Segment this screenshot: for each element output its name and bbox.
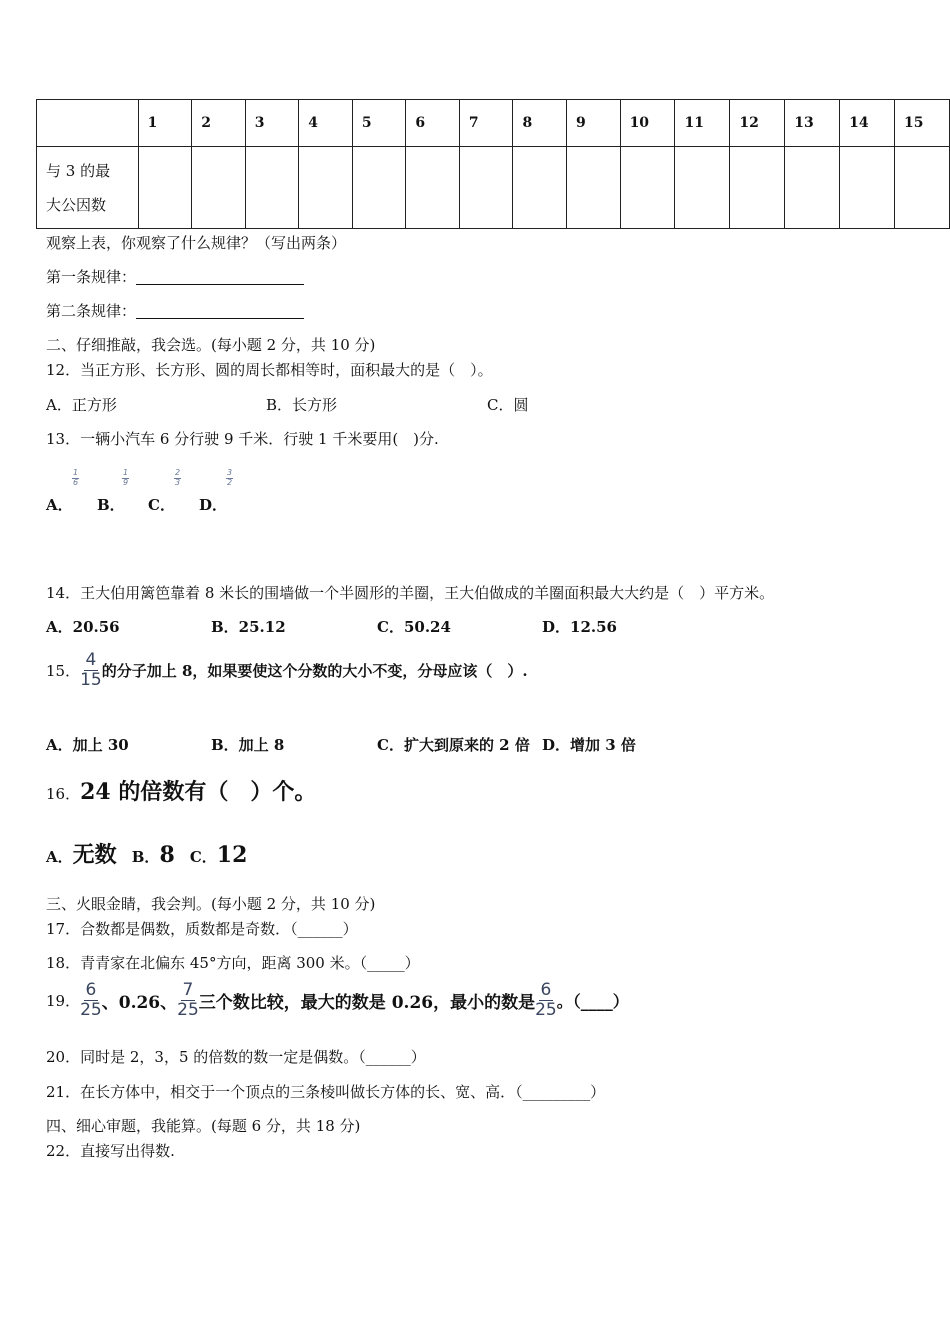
- frac-denominator: 6: [73, 478, 79, 487]
- q15-fraction: [80, 652, 102, 689]
- rule2-blank[interactable]: [136, 304, 304, 319]
- q13-frac-d: [226, 469, 233, 487]
- answer-cell[interactable]: [785, 147, 840, 229]
- question-18: [46, 952, 420, 973]
- question-20: [46, 1046, 426, 1067]
- rule2-line: [46, 300, 304, 321]
- table-header-cell: 15: [895, 100, 950, 147]
- answer-cell[interactable]: [459, 147, 513, 229]
- answer-cell[interactable]: [352, 147, 406, 229]
- frac-denominator: 9: [123, 478, 129, 487]
- row-label-line2: 大公因数: [46, 195, 107, 214]
- frac-numerator: 6: [540, 980, 552, 1000]
- q15-option-a[interactable]: A．加上 30: [46, 736, 129, 754]
- q14-text: 王大伯用篱笆靠着 8 米长的围墙做一个半圆形的羊圈，王大伯做成的羊圈面积最大大约是（ ）平方米。: [80, 584, 775, 602]
- frac-numerator: 1: [73, 468, 79, 477]
- q13-frac-a: [72, 469, 79, 487]
- table-header-cell: 12: [730, 100, 785, 147]
- q12-option-c[interactable]: C．圆: [487, 396, 529, 414]
- question-12: [46, 359, 493, 380]
- q13-frac-b: [122, 469, 129, 487]
- q19-fraction-1: [80, 982, 102, 1019]
- answer-cell[interactable]: [138, 147, 192, 229]
- table-header-cell: 2: [192, 100, 246, 147]
- table-header-cell: 3: [245, 100, 299, 147]
- answer-cell[interactable]: [245, 147, 299, 229]
- table-header-cell: 4: [299, 100, 353, 147]
- answer-cell[interactable]: [406, 147, 460, 229]
- frac-denominator: 25: [535, 1000, 557, 1020]
- q19-number: 19．: [46, 992, 81, 1010]
- question-14: [46, 582, 774, 603]
- answer-cell[interactable]: [730, 147, 785, 229]
- q19-fraction-3: [535, 982, 557, 1019]
- q13-option-a[interactable]: A．: [46, 496, 73, 514]
- rule1-label: 第一条规律：: [46, 268, 137, 286]
- frac-denominator: 25: [80, 1000, 102, 1020]
- q22-number: 22．: [46, 1142, 81, 1160]
- q17-number: 17．: [46, 920, 81, 938]
- q20-text: 同时是 2，3，5 的倍数的数一定是偶数。（______）: [80, 1048, 426, 1066]
- q12-option-b[interactable]: B．长方形: [266, 396, 338, 414]
- table-header-cell: 13: [785, 100, 840, 147]
- q13-text: 一辆小汽车 6 分行驶 9 千米．行驶 1 千米要用( )分.: [80, 430, 439, 448]
- answer-cell[interactable]: [299, 147, 353, 229]
- section4-title: 四、细心审题，我能算。(每题 6 分，共 18 分): [46, 1117, 361, 1135]
- frac-numerator: 3: [227, 468, 233, 477]
- q21-number: 21．: [46, 1083, 81, 1101]
- q20-number: 20．: [46, 1048, 81, 1066]
- q17-text: 合数都是偶数，质数都是奇数．（______）: [80, 920, 358, 938]
- q15-number: 15．: [46, 662, 81, 680]
- q16-option-a-label[interactable]: A．: [46, 848, 73, 866]
- q13-number: 13．: [46, 430, 81, 448]
- frac-numerator: 1: [123, 468, 129, 477]
- question-22: [46, 1140, 175, 1161]
- gcd-table: [36, 99, 950, 229]
- rule1-blank[interactable]: [136, 270, 304, 285]
- q16-options: [46, 838, 247, 869]
- q22-text: 直接写出得数.: [80, 1142, 175, 1160]
- table-header-cell: 7: [459, 100, 513, 147]
- q19-end: 。（____）: [556, 992, 629, 1011]
- frac-denominator: 25: [177, 1000, 199, 1020]
- q12-number: 12．: [46, 361, 81, 379]
- q15-option-c[interactable]: C．扩大到原来的 2 倍: [377, 736, 530, 754]
- q16-option-b[interactable]: 8: [159, 842, 175, 868]
- table-header-cell: 11: [675, 100, 730, 147]
- row-label-line1: 与 3 的最: [46, 161, 111, 180]
- answer-cell[interactable]: [620, 147, 675, 229]
- table-header-cell: 8: [513, 100, 567, 147]
- observe-question: 观察上表，你观察了什么规律？（写出两条）: [46, 234, 347, 252]
- q18-text: 青青家在北偏东 45°方向，距离 300 米。（_____）: [80, 954, 420, 972]
- frac-denominator: 3: [175, 478, 181, 487]
- q21-text: 在长方体中，相交于一个顶点的三条棱叫做长方体的长、宽、高．（_________）: [80, 1083, 606, 1101]
- q19-fraction-2: [177, 982, 199, 1019]
- q13-option-b[interactable]: B．: [97, 496, 125, 514]
- question-16: [46, 775, 316, 806]
- q12-option-a[interactable]: A．正方形: [46, 396, 117, 414]
- table-header-cell: 6: [406, 100, 460, 147]
- frac-numerator: 2: [175, 468, 181, 477]
- answer-cell[interactable]: [895, 147, 950, 229]
- q19-mid2: 三个数比较，最大的数是 0.26，最小的数是: [198, 993, 536, 1013]
- q14-option-d[interactable]: D．12.56: [542, 618, 617, 636]
- q15-option-b[interactable]: B．加上 8: [211, 736, 285, 754]
- answer-cell[interactable]: [192, 147, 246, 229]
- table-answer-row: [37, 147, 950, 229]
- answer-cell[interactable]: [567, 147, 621, 229]
- table-corner-cell: [37, 100, 139, 147]
- question-13: [46, 428, 439, 449]
- table-header-cell: 5: [352, 100, 406, 147]
- frac-numerator: 7: [182, 980, 194, 1000]
- frac-numerator: 6: [85, 980, 97, 1000]
- q13-option-d[interactable]: D．: [199, 496, 228, 514]
- q18-number: 18．: [46, 954, 81, 972]
- question-15: [46, 652, 528, 689]
- q16-text: 24 的倍数有（ ）个。: [80, 779, 317, 805]
- section2-title: 二、仔细推敲，我会选。(每小题 2 分，共 10 分): [46, 336, 376, 354]
- question-17: [46, 918, 358, 939]
- frac-denominator: 2: [227, 478, 233, 487]
- q19-mid1: 、0.26、: [101, 993, 178, 1013]
- q14-option-a[interactable]: A．20.56: [46, 618, 120, 636]
- table-header-cell: 9: [567, 100, 621, 147]
- table-header-cell: 1: [138, 100, 192, 147]
- table-header-cell: 14: [840, 100, 895, 147]
- frac-denominator: 15: [80, 670, 102, 690]
- q16-option-c[interactable]: 12: [216, 842, 248, 868]
- q14-number: 14．: [46, 584, 81, 602]
- table-header-cell: 10: [620, 100, 675, 147]
- table-header-row: [37, 100, 950, 147]
- question-19: [46, 982, 629, 1019]
- answer-cell[interactable]: [513, 147, 567, 229]
- frac-numerator: 4: [85, 650, 97, 670]
- q16-option-a[interactable]: 无数: [72, 842, 117, 868]
- q14-option-c[interactable]: C．50.24: [377, 618, 451, 636]
- q15-text: 的分子加上 8，如果要使这个分数的大小不变，分母应该（ ）.: [101, 662, 528, 680]
- answer-cell[interactable]: [675, 147, 730, 229]
- table-row-label: [37, 147, 139, 229]
- answer-cell[interactable]: [840, 147, 895, 229]
- q16-option-c-label[interactable]: C．: [189, 848, 217, 866]
- q13-frac-c: [174, 469, 181, 487]
- q16-number: 16．: [46, 785, 81, 803]
- section3-title: 三、火眼金睛，我会判。(每小题 2 分，共 10 分): [46, 895, 376, 913]
- q15-option-d[interactable]: D．增加 3 倍: [542, 736, 636, 754]
- rule1-line: [46, 266, 304, 287]
- rule2-label: 第二条规律：: [46, 302, 137, 320]
- q14-option-b[interactable]: B．25.12: [211, 618, 286, 636]
- q12-text: 当正方形、长方形、圆的周长都相等时，面积最大的是（ ）。: [80, 361, 493, 379]
- question-21: [46, 1081, 605, 1102]
- q16-option-b-label[interactable]: B．: [131, 848, 160, 866]
- q13-option-c[interactable]: C．: [148, 496, 175, 514]
